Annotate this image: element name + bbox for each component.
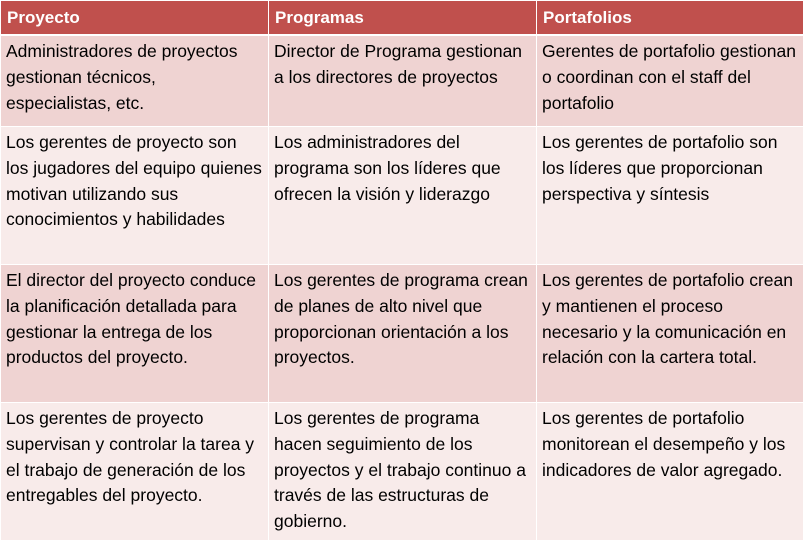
table-cell: El director del proyecto conduce la planificación detallada para gestionar la entrega de los productos del proyecto. — [1, 265, 269, 403]
table-cell: Los gerentes de portafolio son los líderes que proporcionan perspectiva y síntesis — [537, 127, 803, 265]
table-cell: Administradores de proyectos gestionan técnicos, especialistas, etc. — [1, 35, 269, 127]
table-cell: Los gerentes de programa hacen seguimiento de los proyectos y el trabajo continuo a través de las estructuras de gobierno. — [269, 403, 537, 541]
table-row — [1, 265, 803, 403]
table-cell: Los gerentes de portafolio crean y mantienen el proceso necesario y la comunicación en relación con la cartera total. — [537, 265, 803, 403]
table-row — [1, 403, 803, 541]
table-cell: Gerentes de portafolio gestionan o coordinan con el staff del portafolio — [537, 35, 803, 127]
table-cell: Los gerentes de proyecto son los jugadores del equipo quienes motivan utilizando sus conocimientos y habilidades — [1, 127, 269, 265]
header-row — [1, 1, 803, 36]
header-programas: Programas — [269, 1, 537, 36]
table-cell: Director de Programa gestionan a los directores de proyectos — [269, 35, 537, 127]
table-cell: Los administradores del programa son los líderes que ofrecen la visión y liderazgo — [269, 127, 537, 265]
table-row — [1, 35, 803, 127]
table-cell: Los gerentes de programa crean de planes de alto nivel que proporcionan orientación a los proyectos. — [269, 265, 537, 403]
table-cell: Los gerentes de proyecto supervisan y controlar la tarea y el trabajo de generación de los entregables del proyecto. — [1, 403, 269, 541]
table-row — [1, 127, 803, 265]
table-cell: Los gerentes de portafolio monitorean el desempeño y los indicadores de valor agregado. — [537, 403, 803, 541]
header-portafolios: Portafolios — [537, 1, 803, 36]
header-proyecto: Proyecto — [1, 1, 269, 36]
